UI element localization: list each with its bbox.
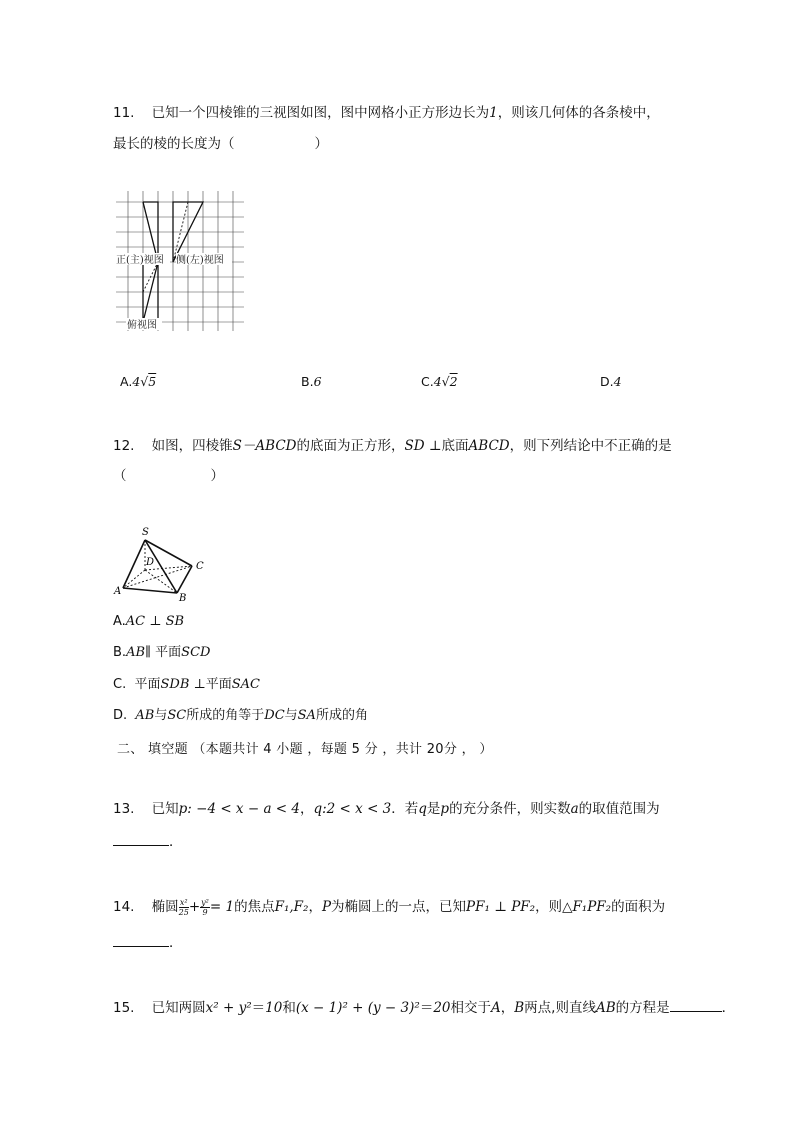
q11-option-b[interactable]: B.6 — [301, 374, 322, 389]
q14-line2: ． — [113, 932, 183, 953]
sqrt-icon: √ — [441, 374, 450, 389]
q11-number: 11. — [113, 105, 135, 121]
q11-option-c[interactable]: C.4√2 — [421, 374, 458, 389]
sqrt-icon: √ — [140, 374, 149, 389]
q13-line2: ． — [113, 831, 183, 852]
front-view-label: 正(主)视图 — [116, 255, 164, 266]
q13-number: 13. — [113, 801, 135, 817]
q14-answer-blank[interactable] — [113, 932, 169, 947]
q14-line1: 14. 椭圆 $\frac{\text{x²}}{25}$ + $\frac{\text{y²}}{9}$ = 1的焦点F₁,F₂，P为椭圆上的一点，已知PF₁ ⊥ PF₂，则△F₁PF₂的面积为 — [113, 897, 666, 917]
q11-option-d[interactable]: D.4 — [600, 374, 622, 389]
pyramid-figure — [112, 524, 212, 604]
q11-stem2: ，则该几何体的各条棱中， — [497, 105, 660, 121]
top-view-label: 俯视图 — [127, 320, 157, 331]
section-2-header: 二、 填空题 （本题共计 4 小题 ，每题 5 分 ，共计 20分 ， ） — [117, 742, 493, 757]
q13-answer-blank[interactable] — [113, 831, 169, 846]
vertex-s: S — [142, 527, 149, 538]
q15-line1: 15. 已知两圆x² + y²＝10和(x − 1)² + (y − 3)²＝20相交于A，B两点,则直线AB的方程是 ． — [113, 997, 735, 1018]
q15-number: 15. — [113, 1000, 135, 1016]
q11-stem: 已知一个四棱锥的三视图如图，图中网格小正方形边长为 — [151, 105, 490, 121]
vertex-b: B — [179, 593, 187, 604]
q11-line2-text: 最长的棱的长度为（ — [113, 136, 235, 152]
side-view-label: 侧(左)视图 — [176, 255, 224, 266]
q12-option-d[interactable]: D. AB与SC所成的角等于DC与SA所成的角 — [113, 708, 368, 723]
vertex-a: A — [114, 586, 122, 597]
q12-number: 12. — [113, 438, 135, 454]
fraction-x: $\frac{\text{x²}}{25}$ — [178, 897, 189, 917]
three-view-figure — [112, 188, 252, 338]
q11-one: 1 — [489, 105, 498, 121]
q12-line2: （ ） — [113, 468, 224, 484]
q12-line1: 12. 如图，四棱锥S－ABCD的底面为正方形，SD ⊥底面ABCD，则下列结论中不正确的是 — [113, 438, 672, 454]
q11-line2 — [113, 134, 328, 154]
q13-line1: 13. 已知p: −4 < x − a < 4，q:2 < x < 3．若q是p的充分条件，则实数a的取值范围为 — [113, 801, 660, 817]
q11-close: ） — [314, 136, 328, 152]
q14-number: 14. — [113, 899, 135, 915]
vertex-d: D — [146, 557, 155, 568]
q11-line1 — [113, 103, 660, 123]
fraction-y: $\frac{\text{y²}}{9}$ — [201, 897, 209, 917]
q12-option-a[interactable]: A.AC ⊥ SB — [113, 614, 185, 629]
q11-option-a[interactable]: A.4√5 — [120, 374, 157, 389]
q15-answer-blank[interactable] — [670, 997, 722, 1012]
q12-option-c[interactable]: C. 平面SDB ⊥平面SAC — [113, 677, 261, 692]
q12-option-b[interactable]: B.AB∥ 平面SCD — [113, 645, 211, 660]
vertex-c: C — [196, 561, 204, 572]
